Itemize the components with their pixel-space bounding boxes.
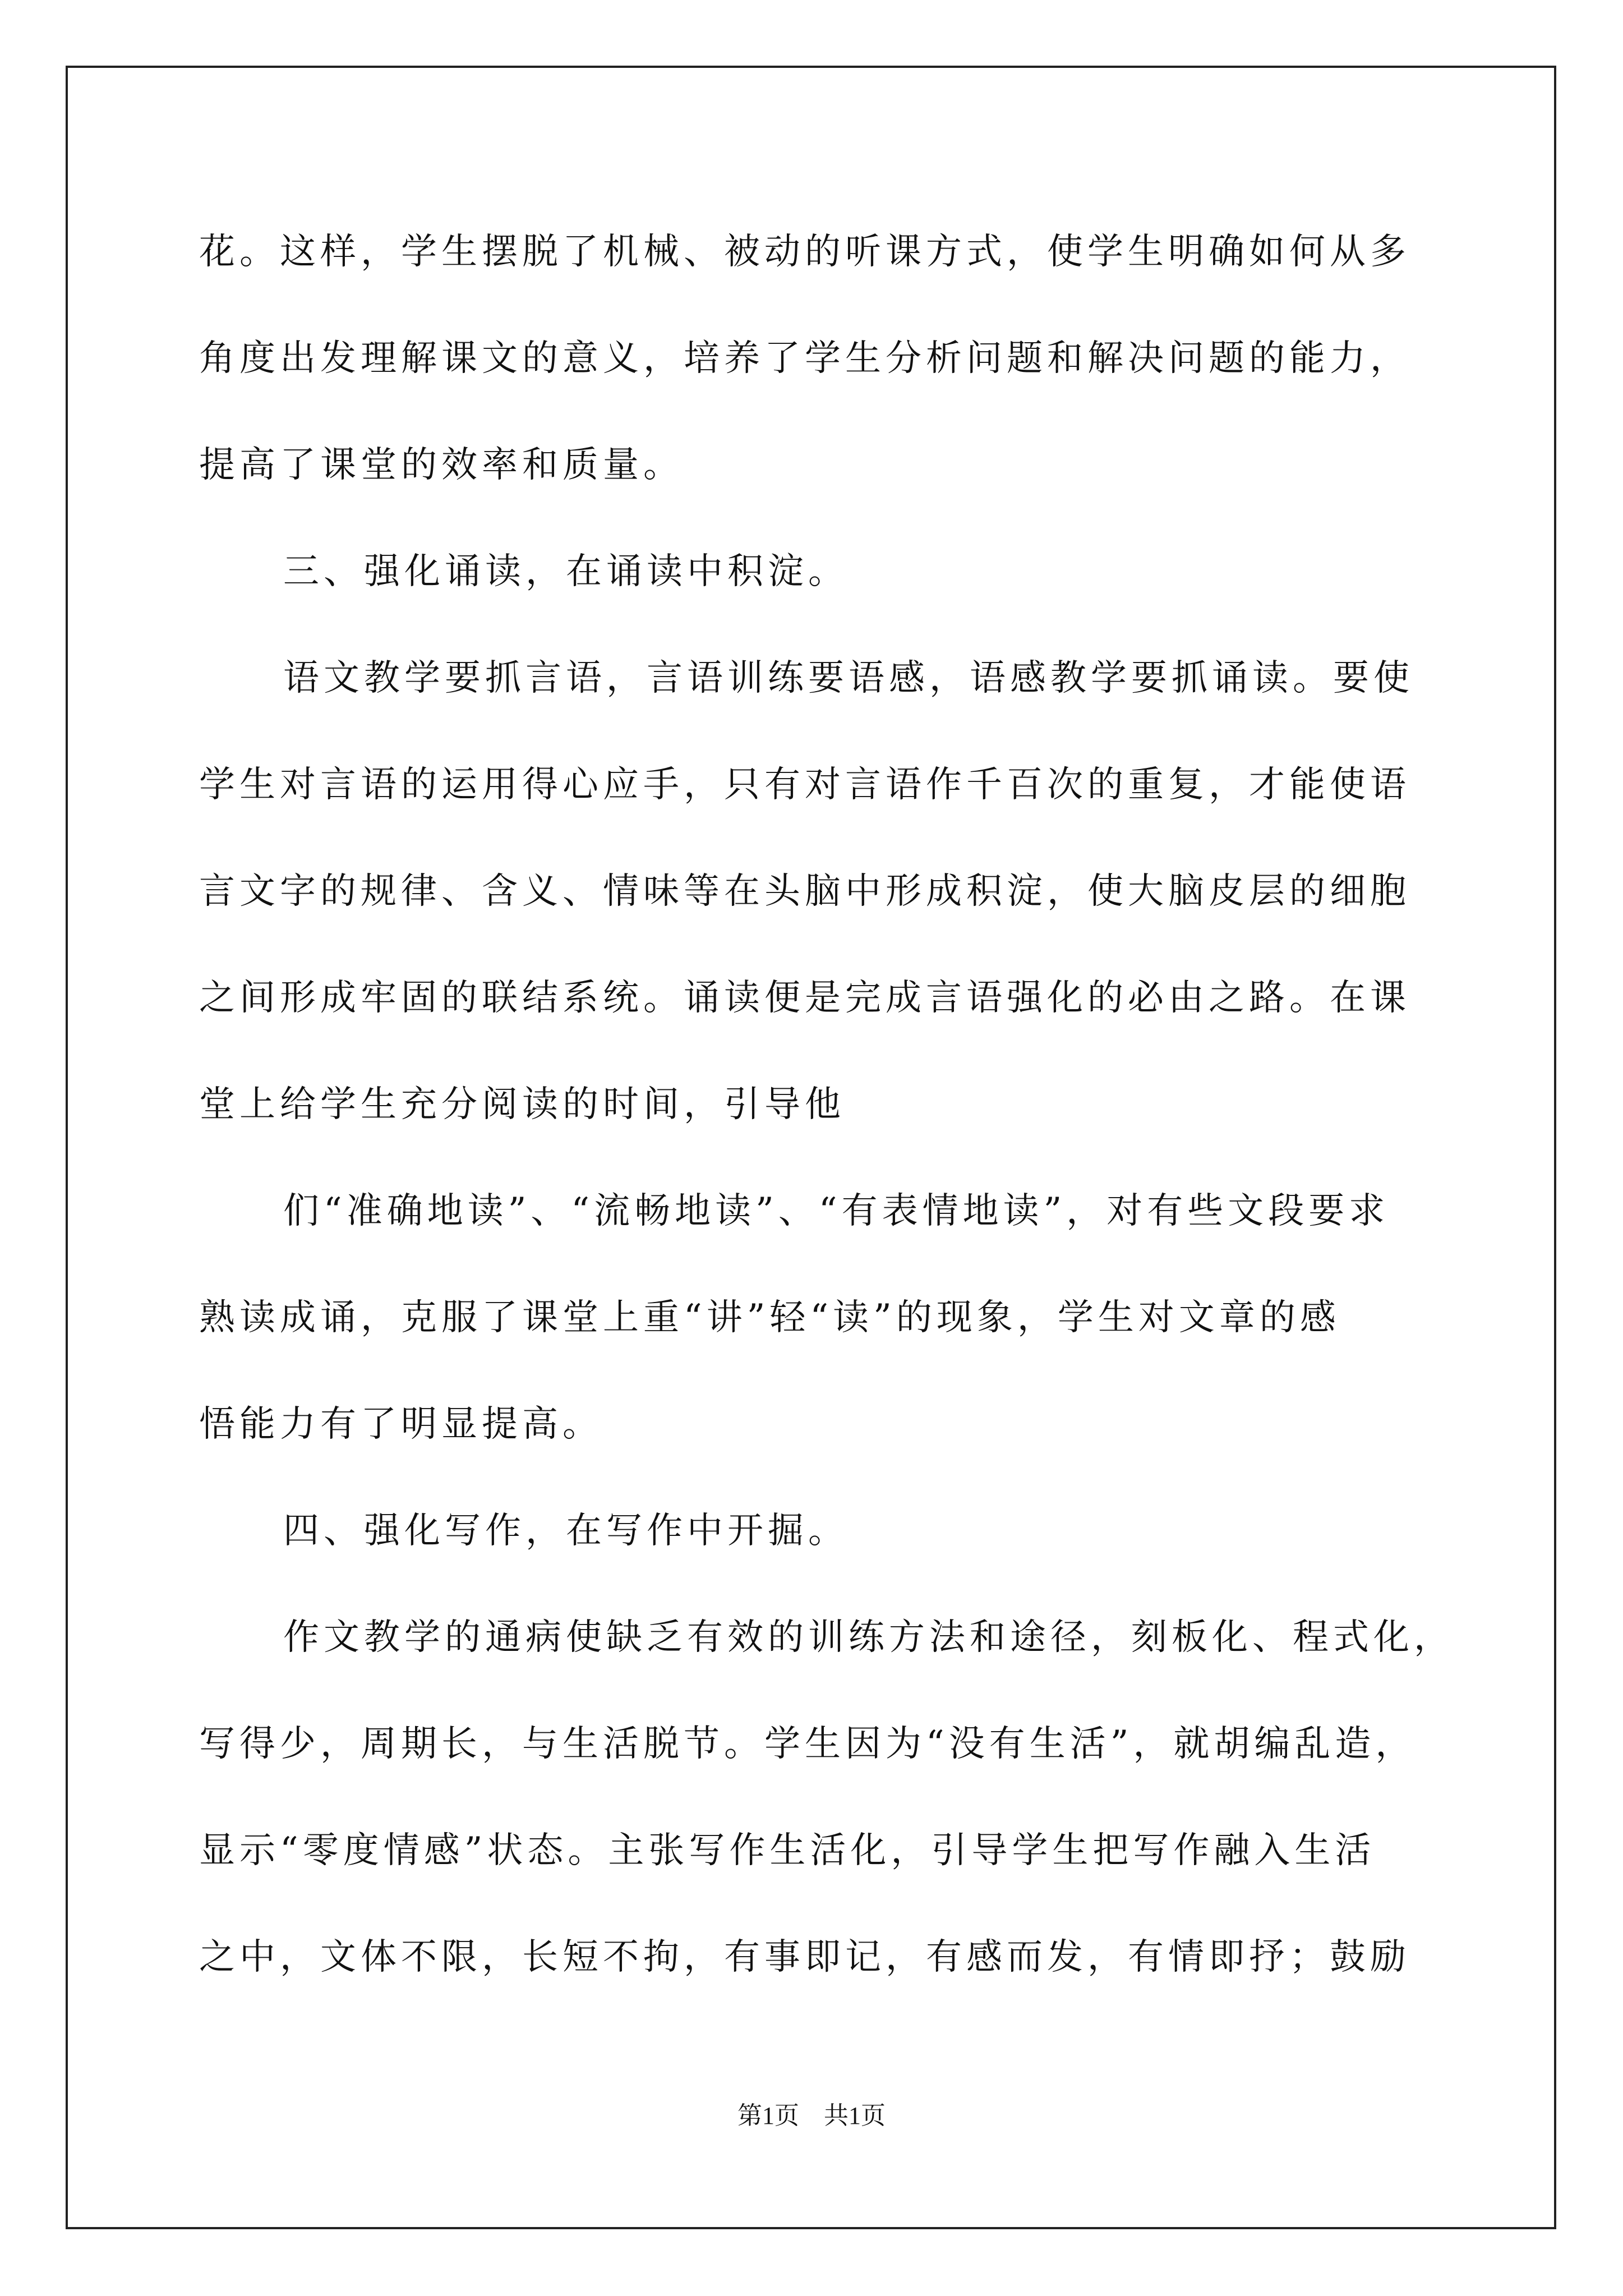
text-line: 语文教学要抓言语，言语训练要语感，语感教学要抓诵读。要使 [283, 657, 1414, 699]
text-line: 显示“零度情感”状态。主张写作生活化，引导学生把写作融入生活 [199, 1830, 1376, 1871]
text-line: 学生对言语的运用得心应手，只有对言语作千百次的重复，才能使语 [199, 764, 1410, 806]
text-line: 之间形成牢固的联结系统。诵读便是完成言语强化的必由之路。在课 [199, 977, 1410, 1019]
section-heading-4: 四、强化写作，在写作中开掘。 [283, 1510, 849, 1552]
text-line: 提高了课堂的效率和质量。 [199, 444, 684, 486]
text-line: 角度出发理解课文的意义，培养了学生分析问题和解决问题的能力， [199, 338, 1410, 379]
text-line: 悟能力有了明显提高。 [199, 1404, 603, 1445]
text-line: 言文字的规律、含义、情味等在头脑中形成积淀，使大脑皮层的细胞 [199, 871, 1410, 912]
document-body [199, 215, 1454, 2027]
text-line: 之中，文体不限，长短不拘，有事即记，有感而发，有情即抒；鼓励 [199, 1936, 1410, 1978]
page-footer: 第1页 共1页 [737, 2102, 886, 2129]
text-line: 熟读成诵，克服了课堂上重“讲”轻“读”的现象，学生对文章的感 [199, 1297, 1340, 1338]
section-heading-3: 三、强化诵读，在诵读中积淀。 [283, 551, 849, 592]
text-line: 们“准确地读”、“流畅地读”、“有表情地读”，对有些文段要求 [283, 1190, 1390, 1232]
text-line: 堂上给学生充分阅读的时间，引导他 [199, 1084, 845, 1125]
text-line: 作文教学的通病使缺乏有效的训练方法和途径，刻板化、程式化， [283, 1617, 1454, 1658]
text-line: 花。这样，学生摆脱了机械、被动的听课方式，使学生明确如何从多 [199, 231, 1410, 273]
text-line: 写得少，周期长，与生活脱节。学生因为“没有生活”，就胡编乱造， [199, 1723, 1416, 1765]
